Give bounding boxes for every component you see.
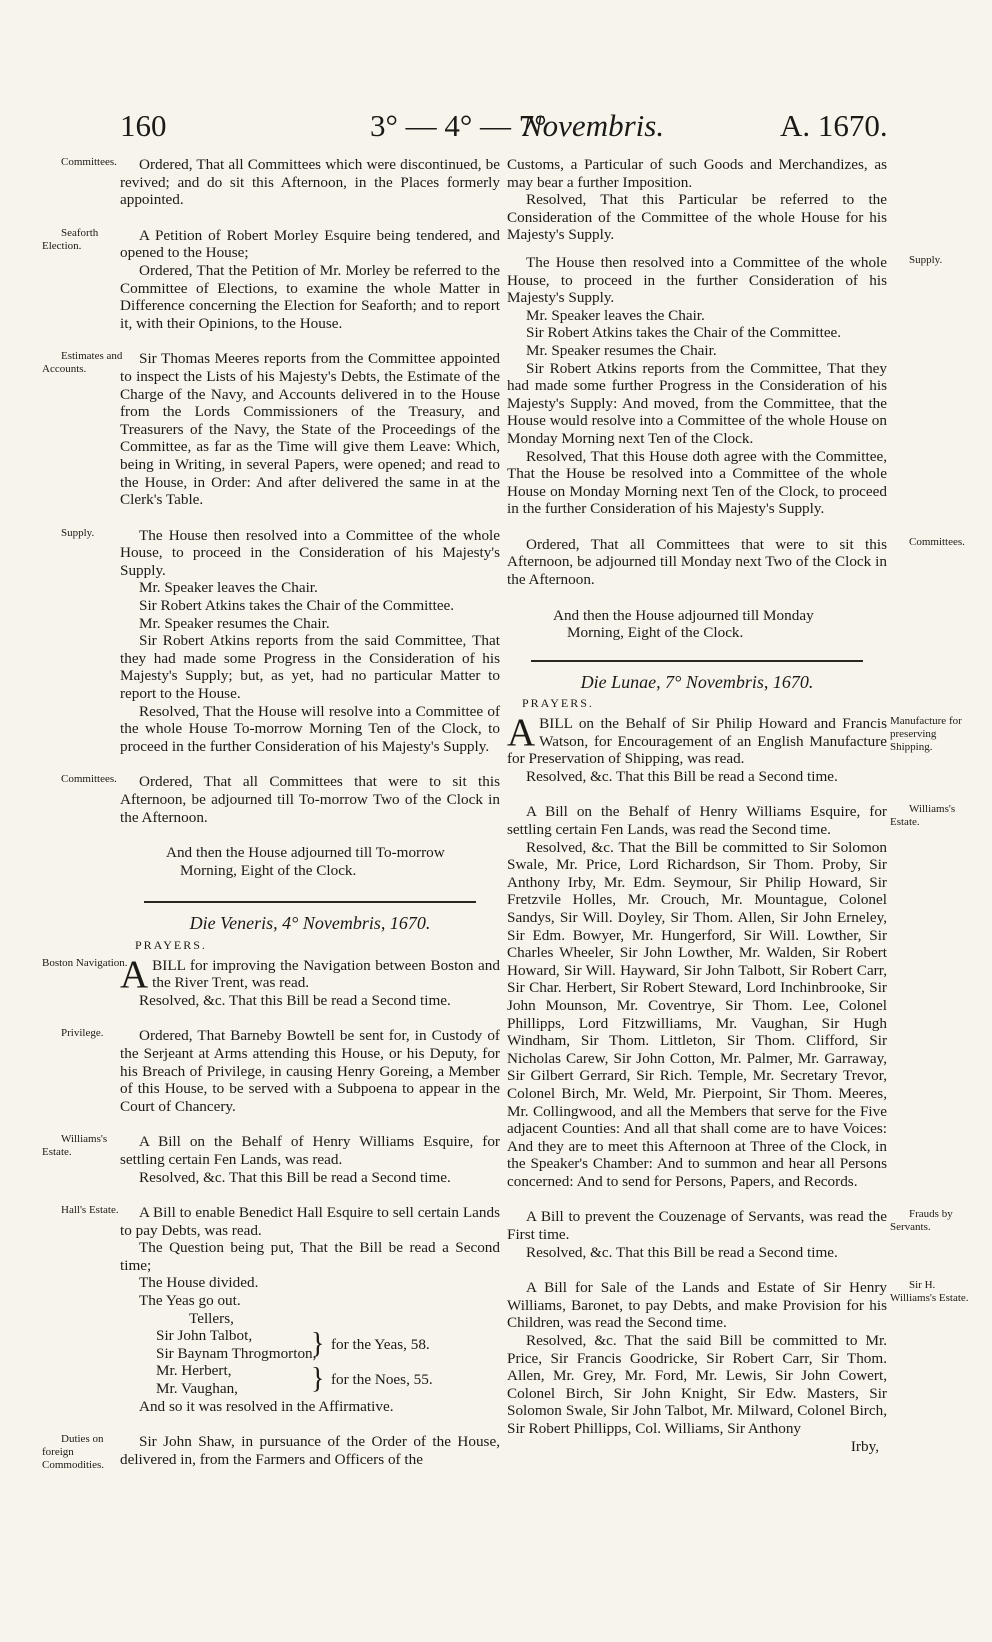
entry-text: Resolved, &c. That the Bill be committed to Sir Solomon Swale, Mr. Price, Lord Richardson, Sir Thom. Proby, Sir Anthony Irby, Mr. Edm. Seymour, Sir Philip Howard, Sir Fretzvile Holles, Mr. Crouch, Mr. Mountague, Colonel Sandys, Sir Will. Doyley, Sir Thom. Allen, Sir John Erneley, Sir Edm. Bowyer, Mr. Hungerford, Sir Will. Lowther, Sir Charles Wheeler, Sir John Lowther, Mr. Walden, Sir Robert Howard, Sir Will. Hayward, Sir John Talbott, Sir Robert Carr, Sir Char. Herbert, Sir Robert Steward, Lord Inchinbrooke, Sir John Mounson, Mr. Coventrye, Sir Thom. Lee, Colonel Phillipps, Lord Fitzwilliams, Mr. Vaughan, Sir Hugh Windham, Sir Thom. Littleton, Sir Thom. Clifford, Sir Nicholas Carew, Sir John Cotton, Mr. Palmer, Mr. Garraway, Sir Gilbert Gerrard, Sir Rich. Temple, Mr. Secretary Trevor, Colonel Birch, Mr. Weld, Mr. Pierpoint, Sir Thom. Meeres, Mr. Collingwood, and all the Members that serve for the Five adjacent Counties: And all that shall come are to have Voices: And they are to meet this Afternoon at Three of the Clock, in the Speaker's Chamber: And to summon and hear all Persons concerned: And to send for Persons, Papers, and Records.: [507, 838, 887, 1190]
entry-line: The Yeas go out.: [139, 1292, 241, 1310]
margin-note: Duties on foreign Commodities.: [42, 1433, 105, 1472]
entry-text: A Bill on the Behalf of Henry Williams Esquire, for settling certain Fen Lands, was read the Second time.: [507, 803, 887, 838]
teller-name: Sir Baynam Throgmorton,: [156, 1344, 317, 1362]
page-header: [0, 108, 992, 152]
margin-note: Estimates and Accounts.: [42, 350, 123, 376]
entry-text: Resolved, That this Particular be referred to the Consideration of the Committee of the whole House for his Majesty's Supply.: [507, 191, 887, 244]
entry-supply: [507, 253, 943, 307]
entry-text: BILL for improving the Navigation between Boston and the River Trent, was read.: [152, 956, 500, 992]
entry-text: Ordered, That Barneby Bowtell be sent for, in Custody of the Serjeant at Arms attending this House, or his Deputy, for his Breach of Privilege, in causing Henry Goreing, a Member of this House, to be served with a Subpoena to appear in the Court of Chancery.: [120, 1027, 500, 1115]
section-rule: [531, 660, 863, 662]
entry-frauds: [507, 1208, 953, 1244]
margin-note: Committees.: [61, 773, 117, 786]
margin-note: Williams's Estate.: [42, 1133, 108, 1159]
entry-line: Mr. Speaker resumes the Chair.: [139, 614, 330, 632]
header-month: Novembris.: [522, 108, 665, 143]
entry-committees: [61, 156, 500, 209]
entry-line: The House divided.: [139, 1274, 259, 1292]
entry-text: The Question being put, That the Bill be read a Second time;: [120, 1239, 500, 1274]
margin-note: Williams's Estate.: [890, 803, 956, 829]
entry-williams: [507, 803, 956, 838]
noes-count: for the Noes, 55.: [331, 1371, 433, 1389]
margin-note: Boston Navigation.: [42, 956, 128, 969]
entry-line: Sir Robert Atkins takes the Chair of the Committee.: [526, 324, 842, 342]
entry-text: Resolved, That the House will resolve into a Committee of the whole House To-morrow Morning Ten of the Clock, to proceed in the further Consideration of his Majesty's Supply.: [120, 702, 500, 755]
entry-supply: [61, 526, 500, 580]
entry-text: Resolved, &c. That this Bill be read a Second time.: [139, 1168, 451, 1186]
teller-name: Mr. Herbert,: [156, 1362, 232, 1380]
entry-line: Mr. Speaker leaves the Chair.: [139, 579, 318, 597]
margin-note: Committees.: [61, 156, 117, 168]
entry-seaforth: [42, 226, 500, 262]
entry-boston: [42, 952, 500, 996]
section-rule: [144, 901, 476, 903]
entry-text: Ordered, That all Committees that were to sit this Afternoon, be adjourned till To-morrow Two of the Clock in the Afternoon.: [120, 773, 500, 826]
entry-text: Resolved, &c. That this Bill be read a Second time.: [139, 991, 451, 1009]
drop-cap: A: [507, 711, 536, 755]
day-heading: Die Veneris, 4° Novembris, 1670.: [189, 913, 431, 934]
entry-sir-h-williams: [507, 1279, 969, 1332]
entry-manufacture: [507, 711, 962, 768]
entry-williams: [42, 1133, 500, 1168]
entry-text: BILL on the Behalf of Sir Philip Howard and Francis Watson, for Encouragement of an English Manufacture for Preservation of Shipping, was read.: [507, 715, 887, 768]
entry-text: Resolved, &c. That this Bill be read a Second time.: [526, 767, 838, 785]
entry-text: The House then resolved into a Committee of the whole House, to proceed in the Consideration of his Majesty's Supply.: [120, 526, 500, 579]
entry-text: Sir John Shaw, in pursuance of the Order of the House, delivered in, from the Farmers and Officers of the: [120, 1433, 500, 1468]
drop-cap: A: [120, 952, 149, 996]
entry-hall: [61, 1204, 500, 1239]
entry-privilege: [61, 1027, 500, 1115]
margin-note: Sir H. Williams's Estate.: [890, 1279, 969, 1305]
teller-name: Mr. Vaughan,: [156, 1380, 238, 1398]
entry-line: Mr. Speaker leaves the Chair.: [526, 306, 705, 324]
entry-text: Customs, a Particular of such Goods and Merchandizes, as may bear a further Imposition.: [507, 156, 887, 191]
entry-duties: [42, 1433, 500, 1472]
margin-note: Supply.: [61, 526, 95, 539]
entry-line: And so it was resolved in the Affirmative.: [139, 1397, 394, 1415]
entry-text: Sir Robert Atkins reports from the Committee, That they had made some further Progress in the Consideration of his Majesty's Supply: And moved, from the Committee, that the House would resolve into a Committee of the whole House on Monday Morning next Ten of the Clock.: [507, 359, 887, 447]
prayers-label: PRAYERS.: [522, 696, 594, 711]
entry-text: Resolved, That this House doth agree with the Committee, That the House be resolved into a Committee of the whole House on Monday Morning next Ten of the Clock, to proceed in the further Consideration of his Majesty's Supply.: [507, 447, 887, 518]
entry-text: Resolved, &c. That the said Bill be committed to Mr. Price, Sir Francis Goodricke, Sir Robert Carr, Sir Thom. Allen, Mr. Grey, Mr. Ford, Mr. Lewis, Sir John Cowert, Colonel Birch, Sir John Knight, Sir Edw. Masters, Sir Solomon Swale, Sir John Talbot, Mr. Milward, Colonel Birch, Sir Robert Phillipps, Col. Williams, Sir Anthony: [507, 1332, 887, 1437]
entry-text: Ordered, That all Committees that were to sit this Afternoon, be adjourned till Monday next Two of the Clock in the Afternoon.: [507, 535, 887, 589]
entry-committees: [507, 535, 965, 589]
entry-text: A Bill on the Behalf of Henry Williams Esquire, for settling certain Fen Lands, was read.: [120, 1133, 500, 1168]
prayers-label: PRAYERS.: [135, 937, 207, 952]
entry-text: Ordered, That all Committees which were discontinued, be revived; and do sit this Afternoon, in the Places formerly appointed.: [120, 156, 500, 209]
entry-text: A Bill for Sale of the Lands and Estate of Sir Henry Williams, Baronet, to pay Debts, and make Provision for his Children, was read the Second time.: [507, 1279, 887, 1332]
margin-note: Seaforth Election.: [42, 226, 99, 252]
header-dates: 3° — 4° — 7°: [370, 108, 547, 143]
entry-estimates: [42, 350, 500, 509]
entry-text: Resolved, &c. That this Bill be read a Second time.: [526, 1243, 838, 1261]
entry-text: Sir Robert Atkins reports from the said Committee, That they had made some Progress in the Consideration of his Majesty's Supply; but, as yet, had no particular Matter to report to the House.: [120, 632, 500, 703]
margin-note: Hall's Estate.: [61, 1204, 119, 1217]
tellers-block: [120, 1327, 500, 1397]
entry-text: A Bill to enable Benedict Hall Esquire to sell certain Lands to pay Debts, was read.: [120, 1204, 500, 1239]
entry-line: Sir Robert Atkins takes the Chair of the Committee.: [139, 597, 455, 615]
entry-line: Mr. Speaker resumes the Chair.: [526, 341, 717, 359]
entry-committees: [61, 773, 500, 826]
margin-note: Privilege.: [61, 1027, 104, 1040]
entry-text: A Petition of Robert Morley Esquire being tendered, and opened to the House;: [120, 226, 500, 262]
margin-note: Supply.: [909, 253, 943, 266]
margin-note: Manufacture for preserving Shipping.: [890, 715, 962, 754]
left-column: [42, 156, 500, 1472]
tellers-label: Tellers,: [189, 1309, 234, 1327]
entry-text: The House then resolved into a Committee of the whole House, to proceed in the further Consideration of his Majesty's Supply.: [507, 253, 887, 307]
entry-text: Sir Thomas Meeres reports from the Committee appointed to inspect the Lists of his Majesty's Debts, the Estimate of the Charge of the Navy, and Accounts delivered in to the House from the Lords Commissioners of the Treasury, and Treasurers of the Navy, the State of the Proceedings of the Committee, as far as the Time will give them Leave: Which, being in Writing, in several Papers, were opened; and read to the House, in Order: And after delivered the same in at the Clerk's Table.: [120, 350, 500, 509]
margin-note: Frauds by Servants.: [890, 1208, 953, 1234]
header-year: A. 1670.: [780, 108, 888, 143]
page-number: 160: [120, 108, 167, 143]
adjournment: And then the House adjourned till To-morrow Morning, Eight of the Clock.: [166, 844, 445, 879]
right-column: [507, 156, 969, 1455]
catchword: Irby,: [850, 1437, 879, 1455]
margin-note: Committees.: [909, 535, 965, 548]
yeas-count: for the Yeas, 58.: [331, 1336, 430, 1354]
brace-glyph: }: [311, 1327, 325, 1360]
brace-glyph: }: [311, 1362, 325, 1395]
day-heading: Die Lunae, 7° Novembris, 1670.: [580, 671, 814, 692]
entry-text: A Bill to prevent the Couzenage of Servants, was read the First time.: [507, 1208, 887, 1244]
teller-name: Sir John Talbot,: [156, 1327, 253, 1345]
entry-text: Ordered, That the Petition of Mr. Morley be referred to the Committee of Elections, to examine the whole Matter in Difference concerning the Election for Seaforth; and to report it, with their Opinions, to the House.: [120, 261, 500, 332]
adjournment: And then the House adjourned till Monday Morning, Eight of the Clock.: [553, 606, 814, 642]
